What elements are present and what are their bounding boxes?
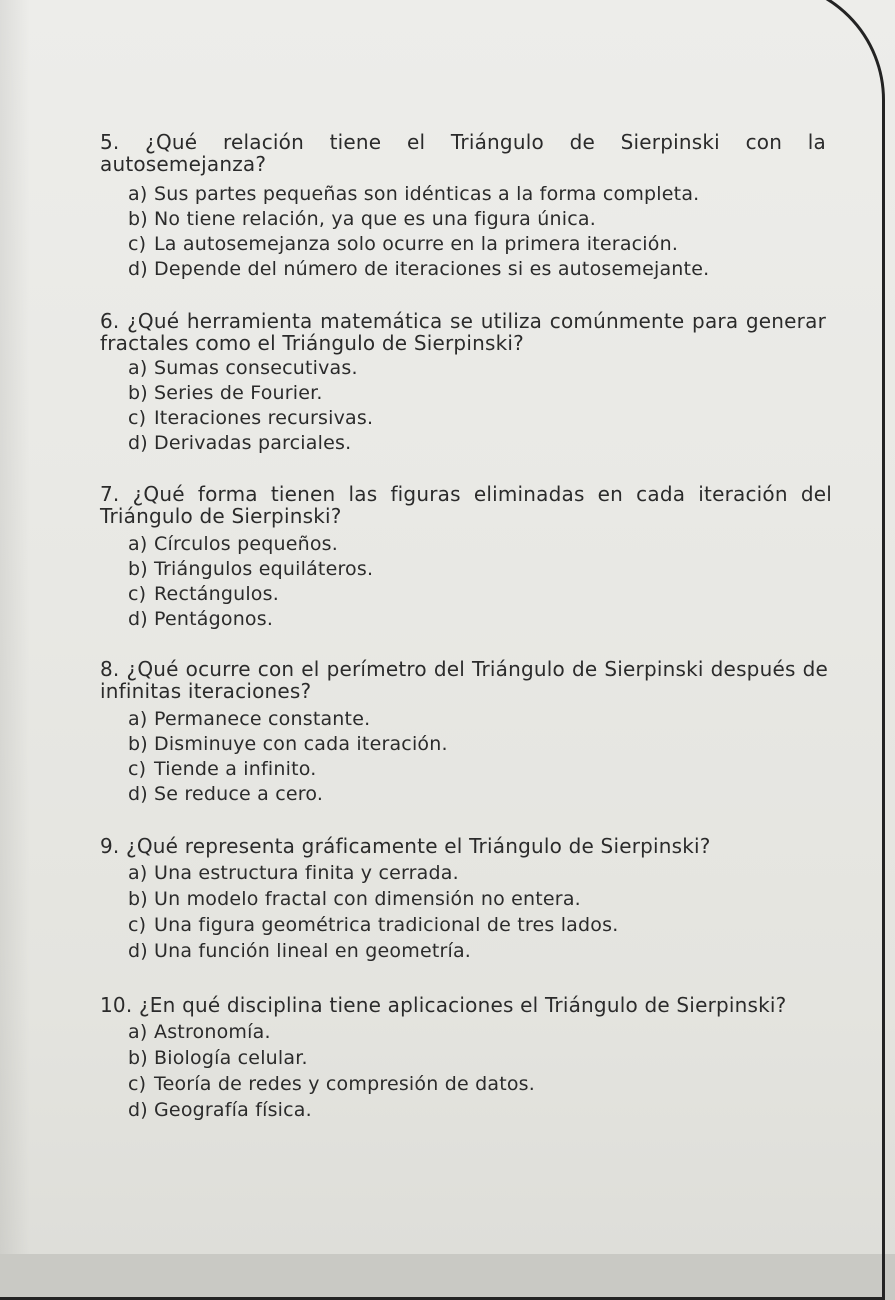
option-letter: c)	[128, 233, 147, 255]
question-5-option-b	[128, 208, 596, 230]
question-number: 7.	[100, 482, 120, 506]
option-letter: b)	[128, 733, 148, 755]
question-number: 8.	[100, 657, 120, 681]
option-letter: c)	[128, 1073, 147, 1095]
option-letter: c)	[128, 758, 147, 780]
option-text: Una estructura finita y cerrada.	[154, 862, 459, 884]
option-text: Biología celular.	[154, 1047, 308, 1069]
option-text: Depende del número de iteraciones si es autosemejante.	[154, 258, 710, 280]
option-letter: b)	[128, 1047, 148, 1069]
option-text: Una función lineal en geometría.	[154, 940, 472, 962]
question-body: ¿Qué relación tiene el Triángulo de Sierpinski con la autosemejanza?	[100, 130, 826, 176]
option-letter: b)	[128, 382, 148, 404]
option-letter: c)	[128, 583, 147, 605]
question-5-option-c	[128, 233, 678, 255]
option-letter: c)	[128, 407, 147, 429]
option-letter: d)	[128, 608, 148, 630]
option-text: Triángulos equiláteros.	[154, 558, 374, 580]
question-6-text	[100, 310, 826, 354]
option-text: Permanece constante.	[154, 708, 371, 730]
question-9-option-c	[128, 914, 618, 936]
option-text: Series de Fourier.	[154, 382, 323, 404]
question-number: 5.	[100, 130, 120, 154]
option-text: Tiende a infinito.	[154, 758, 317, 780]
question-9-option-d	[128, 940, 471, 962]
option-text: Teoría de redes y compresión de datos.	[154, 1073, 536, 1095]
question-6-option-a	[128, 357, 358, 379]
option-letter: d)	[128, 432, 148, 454]
option-text: Una figura geométrica tradicional de tres lados.	[154, 914, 619, 936]
question-number: 6.	[100, 309, 120, 333]
question-9-option-b	[128, 888, 581, 910]
option-letter: d)	[128, 1099, 148, 1121]
question-7-option-c	[128, 583, 279, 605]
option-text: Se reduce a cero.	[154, 783, 324, 805]
option-letter: a)	[128, 357, 148, 379]
question-10-option-b	[128, 1047, 308, 1069]
question-body: ¿En qué disciplina tiene aplicaciones el Triángulo de Sierpinski?	[138, 993, 787, 1017]
question-6-option-d	[128, 432, 351, 454]
option-letter: d)	[128, 783, 148, 805]
option-text: Pentágonos.	[154, 608, 274, 630]
question-8-option-d	[128, 783, 323, 805]
question-9-text	[100, 835, 840, 857]
option-text: La autosemejanza solo ocurre en la primera iteración.	[154, 233, 679, 255]
question-number: 9.	[100, 834, 120, 858]
question-5-option-d	[128, 258, 709, 280]
question-6-option-b	[128, 382, 323, 404]
question-body: ¿Qué ocurre con el perímetro del Triángulo de Sierpinski después de infinitas iteraciones?	[100, 657, 828, 703]
question-9-option-a	[128, 862, 459, 884]
option-letter: d)	[128, 258, 148, 280]
option-letter: b)	[128, 888, 148, 910]
question-body: ¿Qué representa gráficamente el Triángulo de Sierpinski?	[126, 834, 711, 858]
question-7-option-b	[128, 558, 373, 580]
question-8-option-a	[128, 708, 370, 730]
option-text: Disminuye con cada iteración.	[154, 733, 448, 755]
question-5-text	[100, 131, 826, 175]
question-7-option-a	[128, 533, 338, 555]
option-letter: a)	[128, 862, 148, 884]
option-letter: a)	[128, 183, 148, 205]
question-body: ¿Qué herramienta matemática se utiliza comúnmente para generar fractales como el Triángulo de Sierpinski?	[100, 309, 826, 355]
option-text: Sumas consecutivas.	[154, 357, 358, 379]
question-6-option-c	[128, 407, 373, 429]
option-letter: a)	[128, 708, 148, 730]
option-letter: d)	[128, 940, 148, 962]
question-8-option-b	[128, 733, 448, 755]
question-5-option-a	[128, 183, 699, 205]
option-text: Rectángulos.	[154, 583, 279, 605]
question-10-text	[100, 994, 845, 1016]
option-text: Geografía física.	[154, 1099, 312, 1121]
question-10-option-a	[128, 1021, 271, 1043]
question-body: ¿Qué forma tienen las figuras eliminadas en cada iteración del Triángulo de Sierpinski?	[100, 482, 832, 528]
question-7-option-d	[128, 608, 273, 630]
option-text: Círculos pequeños.	[154, 533, 339, 555]
option-text: Derivadas parciales.	[154, 432, 352, 454]
option-text: No tiene relación, ya que es una figura única.	[154, 208, 596, 230]
option-text: Sus partes pequeñas son idénticas a la forma completa.	[154, 183, 700, 205]
option-letter: a)	[128, 1021, 148, 1043]
option-text: Astronomía.	[154, 1021, 271, 1043]
option-letter: b)	[128, 208, 148, 230]
option-letter: a)	[128, 533, 148, 555]
option-letter: c)	[128, 914, 147, 936]
question-number: 10.	[100, 993, 133, 1017]
question-10-option-c	[128, 1073, 535, 1095]
option-letter: b)	[128, 558, 148, 580]
question-10-option-d	[128, 1099, 312, 1121]
question-8-text	[100, 658, 828, 702]
option-text: Iteraciones recursivas.	[154, 407, 374, 429]
question-8-option-c	[128, 758, 317, 780]
option-text: Un modelo fractal con dimensión no entera.	[154, 888, 581, 910]
question-7-text	[100, 483, 832, 527]
